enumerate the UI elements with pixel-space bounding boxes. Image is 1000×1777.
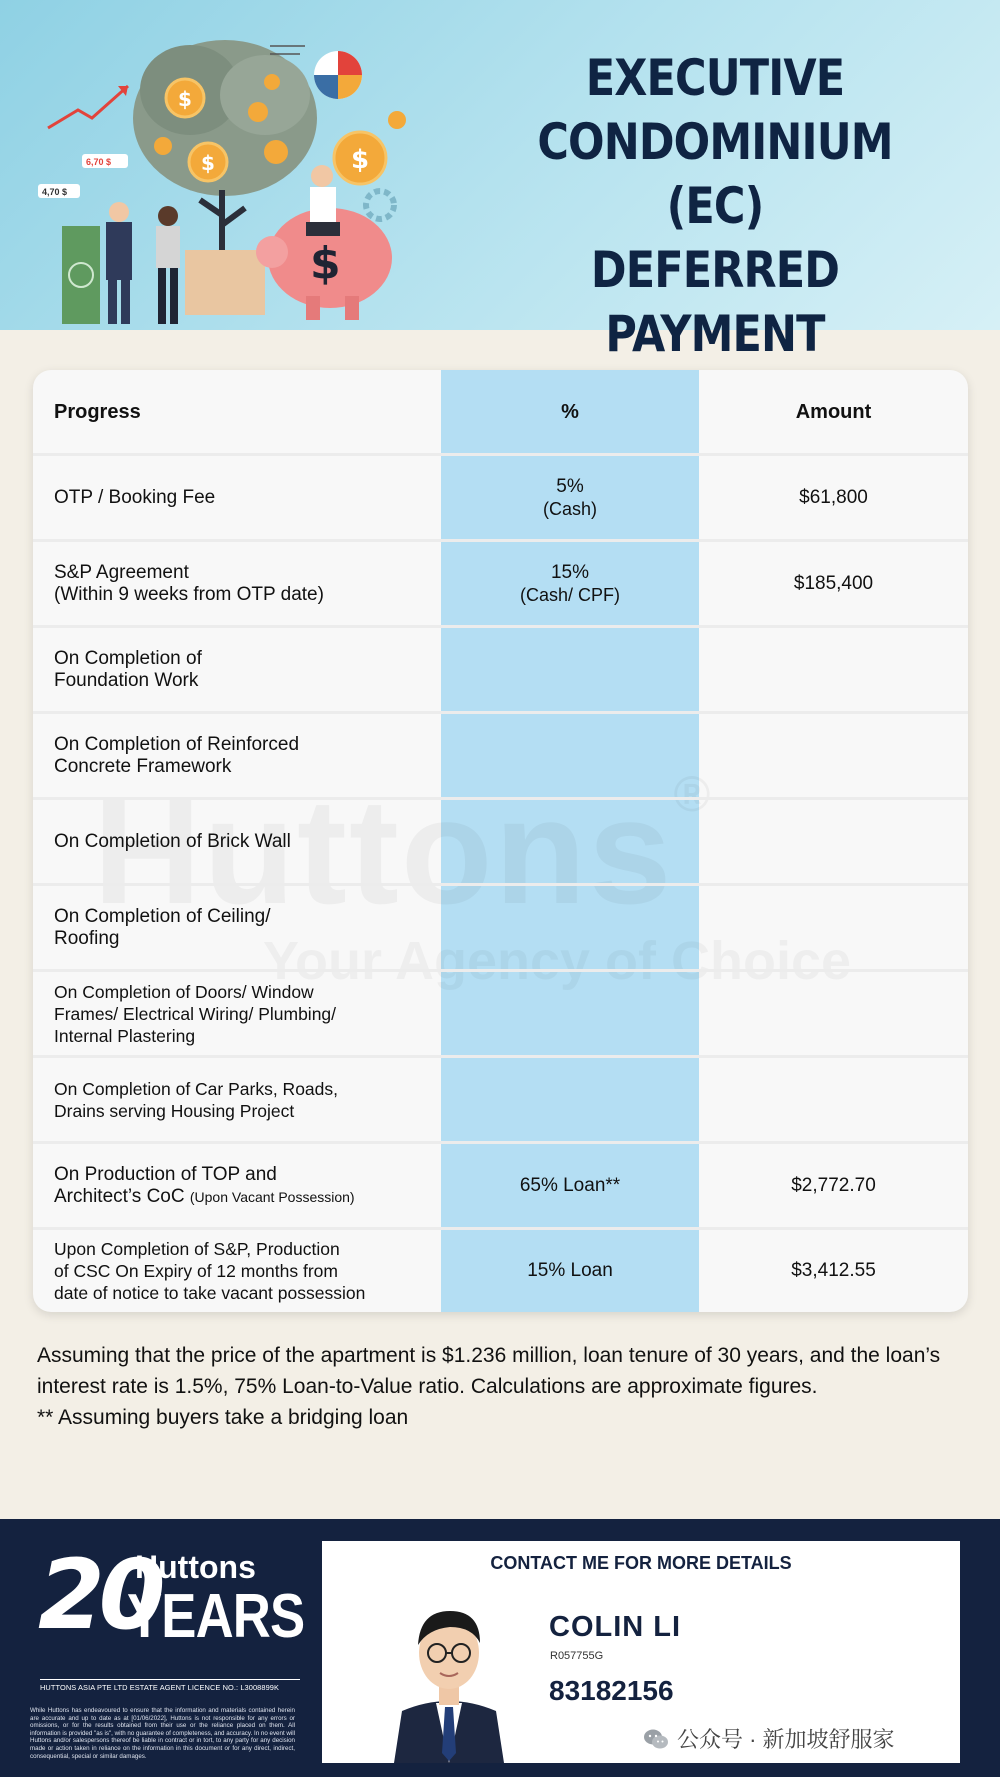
header-percent: % [561,400,579,423]
payment-schedule-table [33,370,968,1312]
progress-cell: On Completion of Foundation Work [54,647,202,691]
table-row [33,1144,968,1230]
brand-name: Huttons [135,1549,256,1585]
progress-cell: On Production of TOP and Architect’s CoC (Upon Vacant Possession) [54,1163,355,1207]
table-row [33,1230,968,1312]
licence-text: HUTTONS ASIA PTE LTD ESTATE AGENT LICENCE NO.: L3008899K [40,1679,300,1692]
progress-cell: S&P Agreement (Within 9 weeks from OTP date) [54,561,324,605]
percent-cell: 65% Loan** [519,1174,621,1196]
assumption-note: Assuming that the price of the apartment is $1.236 million, loan tenure of 30 years, and the loan’s interest rate is 1.5%, 75% Loan-to-Value ratio. Calculations are approximate figures. [37,1344,941,1398]
header-banner [0,0,1000,363]
table-row [33,628,968,714]
percent-cell: 5% (Cash) [542,475,597,519]
table-row [33,714,968,800]
price-tag-down: 6,70 $ [86,157,112,167]
agent-phone[interactable]: 83182156 [549,1675,674,1706]
title-line-1: EXECUTIVE [585,49,845,107]
progress-cell: Upon Completion of S&P, Production of CSC On Expiry of 12 months from date of notice to take vacant possession [54,1239,366,1303]
table-header-row [33,370,968,456]
svg-text:$: $ [310,238,341,289]
price-tag-up: 4,70 $ [42,187,68,197]
amount-cell: $3,412.55 [791,1260,876,1281]
anniversary-logo-number: 20 [38,1539,160,1651]
contact-title: CONTACT ME FOR MORE DETAILS [490,1553,792,1573]
table-row [33,456,968,542]
disclaimer: While Huttons has endeavoured to ensure that the information and materials contained herein are accurate and up to date as at [01/06/2022], Huttons is not responsible for any errors or omissions, or for the results obtained from their use or the reliance placed on them. All information is provided "as is", with no guarantee of completeness, and accuracy. In no event will Huttons and/or salespersons thereof be liable in contract or in tort, to any party for any decision made or action taken in reliance on the information in this document or for any direct, indirect, consequential, special or similar damages. [30,1707,295,1760]
wechat-account-label: 公众号 · 新加坡舒服家 [677,1727,895,1752]
progress-cell: On Completion of Car Parks, Roads, Drains serving Housing Project [54,1078,339,1121]
table-row [33,1058,968,1144]
header-amount: Amount [795,400,872,423]
percent-cell: 15% Loan [527,1260,613,1281]
table-row [33,542,968,628]
svg-text:$: $ [351,145,370,175]
amount-cell: $61,800 [799,486,868,508]
amount-cell: $185,400 [793,572,874,594]
progress-cell: On Completion of Brick Wall [54,830,291,852]
finance-illustration [0,0,430,330]
percent-cell: 15% (Cash/ CPF) [519,561,620,605]
title-line-3: DEFERRED PAYMENT [590,241,840,363]
bridging-loan-note: ** Assuming buyers take a bridging loan [37,1406,409,1429]
table-row [33,972,968,1058]
agent-name: COLIN LI [549,1611,682,1643]
wechat-icon [643,1728,669,1750]
svg-text:$: $ [201,151,215,175]
progress-cell: On Completion of Reinforced Concrete Framework [54,733,300,777]
progress-cell: On Completion of Ceiling/ Roofing [54,905,271,949]
title-line-2: CONDOMINIUM (EC) [537,113,893,235]
footnotes [37,1340,957,1433]
header-progress: Progress [54,400,141,423]
svg-text:$: $ [178,87,192,111]
agent-registration: R057755G [550,1650,604,1662]
progress-cell: On Completion of Doors/ Window Frames/ Electrical Wiring/ Plumbing/ Internal Plastering [54,981,337,1046]
table-row [33,800,968,886]
years-label: YEARS [127,1582,305,1651]
table-row [33,886,968,972]
wechat-watermark [643,1723,895,1754]
amount-cell: $2,772.70 [791,1174,876,1196]
agent-photo [384,1583,514,1763]
progress-cell: OTP / Booking Fee [54,486,216,508]
